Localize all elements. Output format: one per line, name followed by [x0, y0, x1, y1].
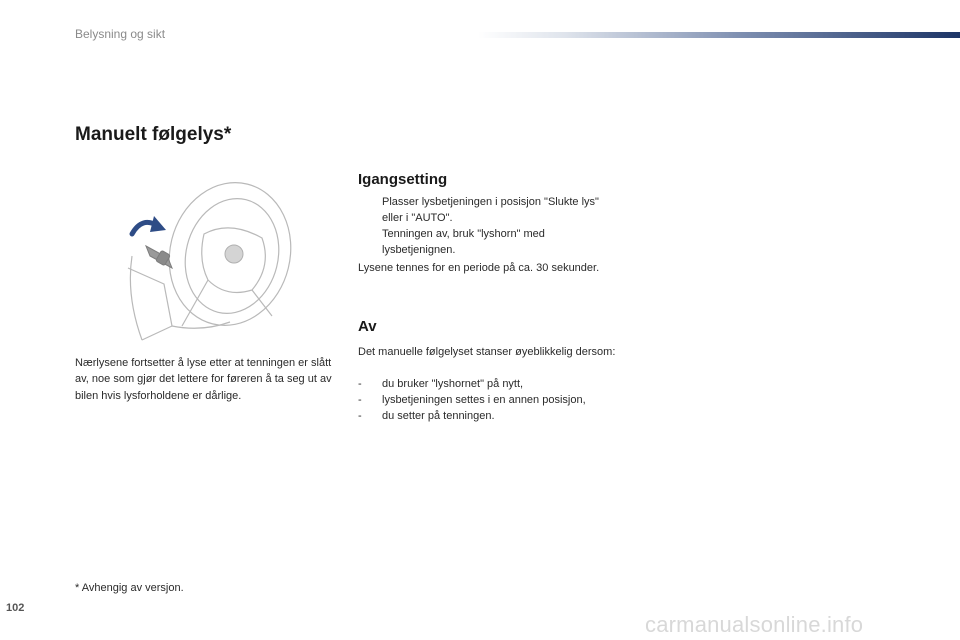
page-number: 102	[6, 602, 25, 614]
dash-bullet: -	[358, 378, 362, 390]
header-gradient-bar	[478, 32, 960, 38]
step-text: Plasser lysbetjeningen i posisjon "Slukte lys" eller i "AUTO".	[382, 196, 599, 224]
list-item	[358, 392, 628, 408]
list-item	[358, 376, 628, 392]
running-header: Belysning og sikt	[75, 27, 166, 41]
steering-wheel-illustration	[112, 176, 302, 344]
step-text: Tenningen av, bruk "lyshorn" med lysbetjenignen.	[382, 228, 545, 256]
av-conditions	[358, 376, 628, 424]
page-title: Manuelt følgelys*	[75, 124, 232, 145]
igangsetting-steps	[358, 194, 618, 258]
list-item-text: du bruker "lyshornet" på nytt,	[382, 378, 524, 390]
section-title-igangsetting: Igangsetting	[358, 171, 448, 188]
arrow-head	[150, 216, 166, 232]
dash-bullet: -	[358, 410, 362, 422]
list-item-text: lysbetjeningen settes i en annen posisjon,	[382, 394, 586, 406]
steering-column	[130, 256, 230, 340]
intro-paragraph: Nærlysene fortsetter å lyse etter at tenningen er slått av, noe som gjør det lettere for føreren å ta seg ut av bilen hvis lysforholdene er dårlige.	[75, 357, 332, 402]
step-item	[358, 194, 618, 226]
footnote: * Avhengig av versjon.	[75, 582, 184, 594]
logo-emblem	[225, 245, 243, 263]
step-item	[358, 226, 618, 258]
wheel-spoke	[182, 280, 272, 326]
dash-bullet: -	[358, 394, 362, 406]
av-intro: Det manuelle følgelyset stanser øyeblikkelig dersom:	[358, 346, 616, 358]
list-item-text: du setter på tenningen.	[382, 410, 495, 422]
duration-note: Lysene tennes for en periode på ca. 30 sekunder.	[358, 262, 600, 274]
light-stalk	[146, 246, 172, 268]
list-item	[358, 408, 628, 424]
section-title-av: Av	[358, 318, 377, 335]
watermark: carmanualsonline.info	[645, 612, 864, 637]
